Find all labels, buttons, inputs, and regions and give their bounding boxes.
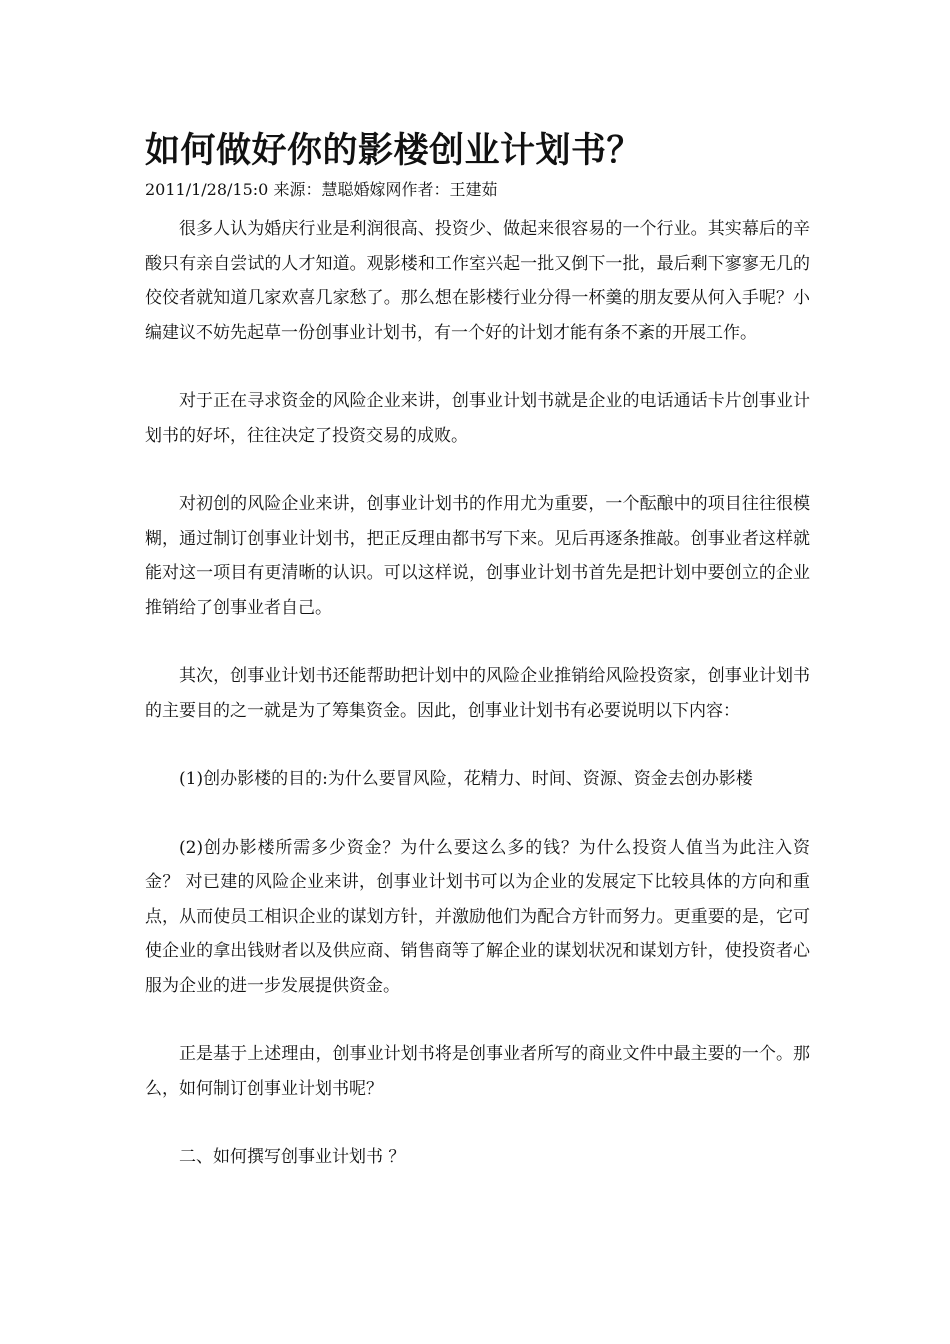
paragraph-funding: 对于正在寻求资金的风险企业来讲，创事业计划书就是企业的电话通话卡片创事业计划书的好坏，往往决定了投资交易的成败。 [145,391,810,446]
article-title: 如何做好你的影楼创业计划书？ [145,130,643,171]
paragraph-startup: 对初创的风险企业来讲，创事业计划书的作用尤为重要，一个酝酿中的项目往往很模糊，通过制订创事业计划书，把正反理由都书写下来。见后再逐条推敲。创事业者这样就能对这一项目有更清晰的认识。可以这样说，创事业计划书首先是把计划中要创立的企业推销给了创事业者自己。 [145,494,810,618]
document-page [145,124,810,1175]
paragraph-conclusion: 正是基于上述理由，创事业计划书将是创事业者所写的商业文件中最主要的一个。那么，如何制订创事业计划书呢？ [145,1044,810,1099]
list-item-capital: (2)创办影楼所需多少资金？为什么要这么多的钱？为什么投资人值当为此注入资金？ 对已建的风险企业来讲，创事业计划书可以为企业的发展定下比较具体的方向和重点，从而使员工相识企业的谋划方针，并激励他们为配合方针而努力。更重要的是，它可使企业的拿出钱财者以及供应商、销售商等了解企业的谋划状况和谋划方针，使投资者心服为企业的进一步发展提供资金。 [145,837,810,996]
list-item-purpose: (1)创办影楼的目的:为什么要冒风险，花精力、时间、资源、资金去创办影楼 [179,769,753,789]
paragraph-intro: 很多人认为婚庆行业是利润很高、投资少、做起来很容易的一个行业。其实幕后的辛酸只有亲自尝试的人才知道。观影楼和工作室兴起一批又倒下一批，最后剩下寥寥无几的佼佼者就知道几家欢喜几家愁了。那么想在影楼行业分得一杯羹的朋友要从何入手呢？小编建议不妨先起草一份创事业计划书，有一个好的计划才能有条不紊的开展工作。 [145,219,810,343]
section-heading-how-to-write: 二、如何撰写创事业计划书 ？ [179,1147,406,1167]
paragraph-investor: 其次，创事业计划书还能帮助把计划中的风险企业推销给风险投资家，创事业计划书的主要目的之一就是为了筹集资金。因此，创事业计划书有必要说明以下内容： [145,666,810,721]
article-meta: 2011/1/28/15:0 来源：慧聪婚嫁网作者：王建茹 [145,180,498,199]
